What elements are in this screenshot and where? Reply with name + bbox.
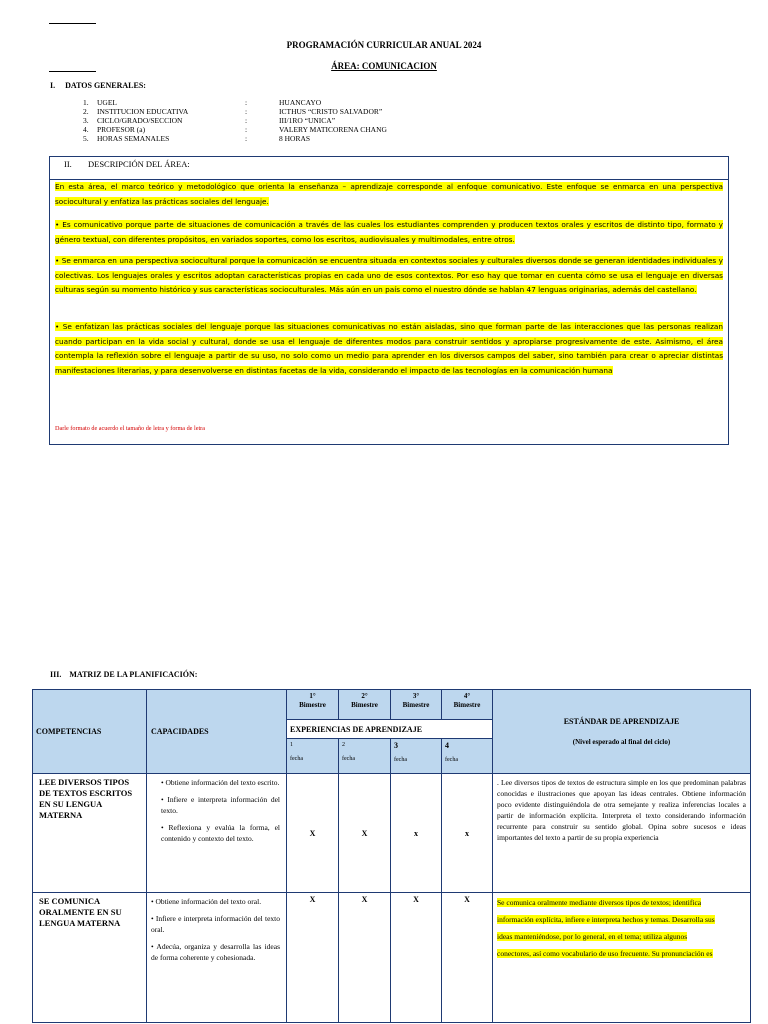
descripcion-heading-num: II.	[64, 159, 72, 169]
datos-row-num: 5.	[83, 134, 89, 143]
datos-row-label: HORAS SEMANALES	[97, 134, 170, 143]
format-note: Darle formato de acuerdo el tamaño de letra y forma de letra	[55, 425, 205, 432]
week-header	[339, 739, 391, 774]
week-num: 3	[394, 741, 398, 750]
matriz-heading	[50, 670, 197, 679]
week-num: 1	[290, 742, 293, 748]
capacidades-cell	[147, 774, 287, 893]
descripcion-paragraph-text: • Es comunicativo porque parte de situaciones de comunicación a través de las cuales los estudiantes comprenden y producen textos orales y escritos de distinto tipo, formato y género textual, con diferentes propósitos, en variados soportes, como los escritos, audiovisuales y multimodales, entre otros.	[55, 220, 723, 244]
capacidad-item: • Infiere e interpreta información del texto.	[161, 795, 280, 815]
estandar-subtitle: (Nivel esperado al final del ciclo)	[572, 738, 671, 746]
capacidad-item: • Obtiene información del texto escrito.	[161, 778, 280, 787]
mark-cell: X	[391, 893, 442, 1023]
experiencias-label: EXPERIENCIAS DE APRENDIZAJE	[290, 724, 423, 734]
descripcion-heading-text: DESCRIPCIÓN DEL ÁREA:	[88, 159, 190, 169]
bimestre-num: 2°	[361, 692, 368, 700]
datos-row-value: HUANCAYO	[279, 98, 322, 107]
datos-heading-text: DATOS GENERALES:	[65, 81, 146, 90]
area-title: ÁREA: COMUNICACION	[331, 61, 437, 71]
datos-row-colon: :	[245, 98, 248, 107]
competencia-cell: SE COMUNICA ORALMENTE EN SU LENGUA MATERNA	[33, 893, 147, 1023]
competencia-cell: LEE DIVERSOS TIPOS DE TEXTOS ESCRITOS EN SU LENGUA MATERNA	[33, 774, 147, 893]
mark-cell: X	[287, 893, 339, 1023]
datos-row-num: 2.	[83, 107, 89, 116]
mark-cell: X	[287, 774, 339, 893]
datos-row-num: 3.	[83, 116, 89, 125]
bimestre-label: Bimestre	[351, 701, 378, 709]
document-title: PROGRAMACIÓN CURRICULAR ANUAL 2024	[286, 40, 482, 50]
estandar-line: ideas manteniéndose, por lo general, en el tema; utiliza algunos	[497, 932, 688, 941]
datos-list	[83, 99, 483, 149]
bimestre-label: Bimestre	[299, 701, 326, 709]
datos-row-num: 4.	[83, 125, 89, 134]
capacidad-item: • Obtiene información del texto oral.	[151, 897, 262, 906]
week-fecha: fecha	[445, 757, 458, 763]
estandar-cell: . Lee diversos tipos de textos de estructura simple en los que predominan palabras conocidas e ilustraciones que apoyan las ideas centrales. Obtiene información poco evidente distinguiéndola de otra semejante y realiza inferencias locales a partir de información explícita. Interpreta el texto considerando información recurrente para construir su sentido global. Opina sobre sucesos e ideas importantes del texto a partir de su propia experiencia	[493, 774, 751, 893]
capacidad-item: • Adecúa, organiza y desarrolla las ideas de forma coherente y cohesionada.	[151, 942, 280, 962]
bimestre-num: 3°	[412, 692, 420, 700]
week-header	[287, 739, 339, 774]
area-rule	[49, 71, 96, 72]
descripcion-paragraph	[55, 320, 723, 378]
mark-cell: x	[442, 774, 493, 893]
bimestre-num: 4°	[463, 692, 471, 700]
col-competencias-label: COMPETENCIAS	[36, 727, 102, 736]
week-fecha: fecha	[394, 757, 407, 763]
mark-cell: X	[339, 774, 391, 893]
col-capacidades	[147, 690, 287, 774]
bimestre-header	[287, 690, 339, 720]
datos-row-label: CICLO/GRADO/SECCION	[97, 116, 183, 125]
bimestre-header	[339, 690, 391, 720]
estandar-title: ESTÁNDAR DE APRENDIZAJE	[563, 717, 680, 726]
mark-cell: X	[442, 893, 493, 1023]
descripcion-paragraph-text: • Se enmarca en una perspectiva sociocultural porque la comunicación se encuentra situada en contextos sociales y culturales diversos donde se generan identidades individuales y colectivas. Los lenguajes orales y escritos adoptan características propias en cada uno de esos contextos. Por eso hay que tomar en cuenta cómo se usa el lenguaje en diversas culturas según su momento histórico y sus características socioculturales. Más aún en un país como el nuestro dónde se hablan 47 lenguas originarias, además del castellano.	[55, 256, 723, 294]
week-fecha: fecha	[290, 756, 303, 762]
descripcion-paragraph	[55, 254, 723, 298]
capacidad-item: • Reflexiona y evalúa la forma, el contenido y contexto del texto.	[161, 823, 280, 843]
datos-row-colon: :	[245, 116, 248, 125]
week-fecha: fecha	[342, 756, 355, 762]
datos-heading-num: I.	[50, 81, 56, 90]
capacidad-item: • Infiere e interpreta información del texto oral.	[151, 914, 280, 934]
week-header	[391, 739, 442, 774]
estandar-line: Se comunica oralmente mediante diversos tipos de textos; identifica	[497, 898, 702, 907]
descripcion-box	[49, 156, 729, 445]
top-rule	[49, 23, 96, 24]
datos-row-colon: :	[245, 107, 248, 116]
matriz-heading-num: III.	[50, 670, 62, 679]
estandar-cell	[493, 893, 751, 1023]
datos-row-label: UGEL	[97, 98, 117, 107]
col-competencias	[33, 690, 147, 774]
col-capacidades-label: CAPACIDADES	[151, 727, 209, 736]
bimestre-header	[391, 690, 442, 720]
mark-cell: x	[391, 774, 442, 893]
week-header	[442, 739, 493, 774]
datos-row-colon: :	[245, 125, 248, 134]
descripcion-heading	[50, 157, 728, 180]
mark-cell: X	[339, 893, 391, 1023]
descripcion-paragraph-text: En esta área, el marco teórico y metodológico que orienta la enseñanza – aprendizaje corresponde al enfoque comunicativo. Este enfoque se enmarca en una perspectiva sociocultural y enfatiza las prácticas sociales del lenguaje.	[55, 182, 723, 206]
week-num: 4	[445, 741, 449, 750]
estandar-line: conectores, así como vocabulario de uso frecuente. Su pronunciación es	[497, 949, 713, 958]
bimestre-header	[442, 690, 493, 720]
datos-row-value: VALERY MATICORENA CHANG	[279, 125, 387, 134]
datos-row-value: III/1RO “UNICA”	[279, 116, 336, 125]
bimestre-num: 1°	[309, 692, 316, 700]
matriz-heading-text: MATRIZ DE LA PLANIFICACIÓN:	[69, 670, 198, 679]
datos-row-num: 1.	[83, 98, 89, 107]
bimestre-label: Bimestre	[453, 701, 481, 709]
table-row	[33, 893, 751, 1023]
estandar-line: información explícita, infiere e interpreta hechos y temas. Desarrolla sus	[497, 915, 715, 924]
table-row	[33, 774, 751, 893]
datos-row-label: PROFESOR (a)	[97, 125, 146, 134]
experiencias-header	[287, 720, 493, 739]
datos-heading	[50, 81, 146, 90]
planning-matrix	[32, 689, 751, 1023]
datos-row-value: 8 HORAS	[279, 134, 311, 143]
descripcion-paragraph-text: • Se enfatizan las prácticas sociales del lenguaje porque las situaciones comunicativas no están aisladas, sino que forman parte de las interacciones que las personas realizan cuando participan en la vida social y cultural, donde se usa el lenguaje de diferentes modos para construir sentidos y apropiarse progresivamente de este. Asimismo, el área contempla la reflexión sobre el lenguaje a partir de su uso, no solo como un medio para aprender en los diversos campos del saber, sino también para crear o apreciar distintas manifestaciones literarias, y para desenvolverse en distintas facetas de la vida, considerando el impacto de las tecnologías en la comunicación humana	[55, 322, 723, 375]
datos-row-colon: :	[245, 134, 248, 143]
descripcion-paragraph	[55, 218, 723, 247]
datos-row-value: ICTHUS “CRISTO SALVADOR”	[279, 107, 383, 116]
col-estandar	[493, 690, 751, 774]
descripcion-paragraph	[55, 180, 723, 209]
capacidades-cell	[147, 893, 287, 1023]
week-num: 2	[342, 742, 345, 748]
datos-row-label: INSTITUCION EDUCATIVA	[97, 107, 189, 116]
bimestre-label: Bimestre	[402, 701, 430, 709]
